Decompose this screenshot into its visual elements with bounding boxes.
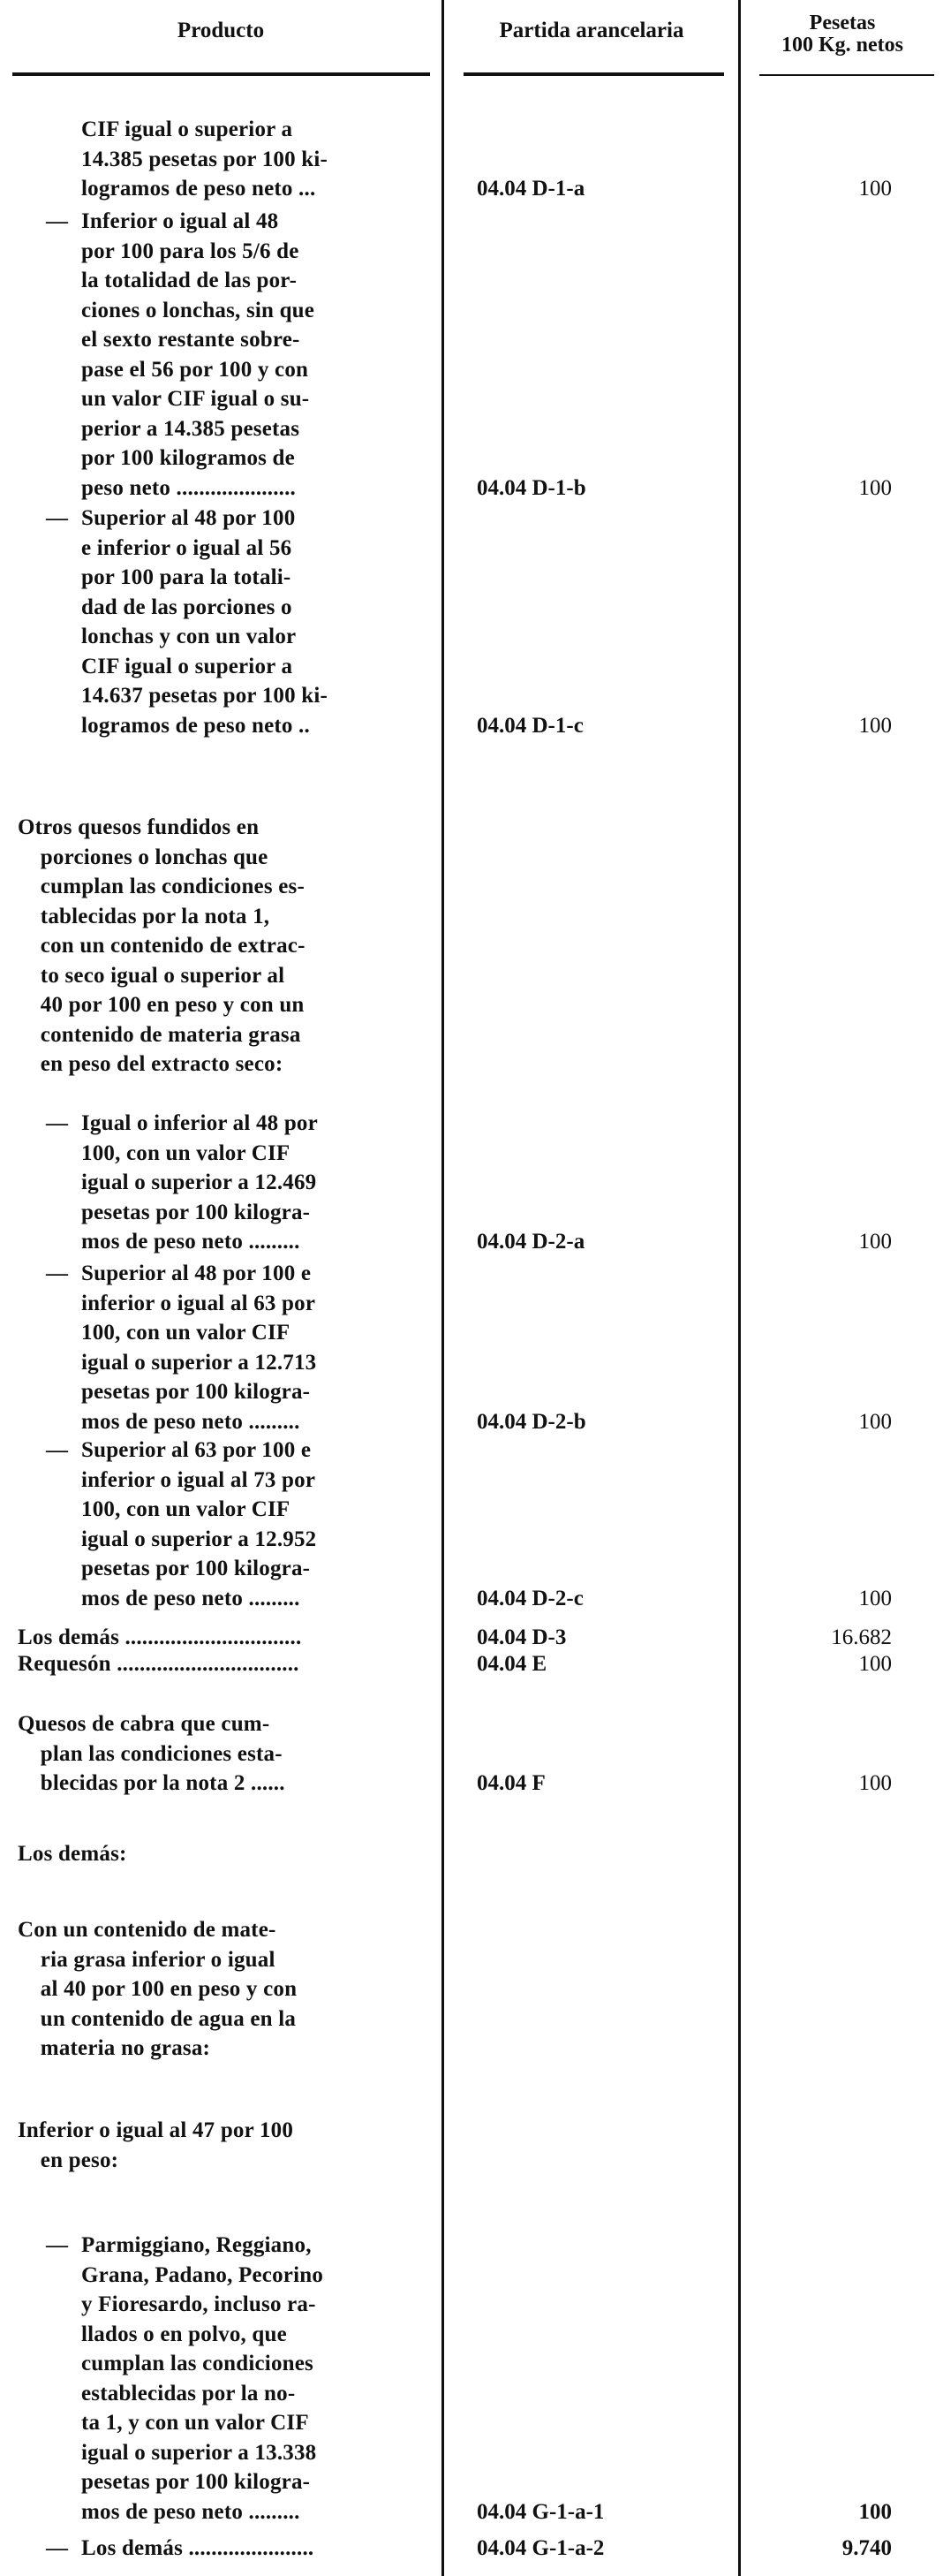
product-line: Igual o inferior al 48 por — [81, 1111, 318, 1135]
partida-code: 04.04 D-1-b — [477, 475, 586, 500]
pesetas-value: 100 — [858, 1230, 892, 1254]
product-line: igual o superior a 12.952 — [81, 1527, 317, 1551]
product-line: logramos de peso neto ... — [81, 177, 316, 201]
product-line: Requesón ................................ — [18, 1652, 299, 1676]
pesetas-value: 16.682 — [831, 1625, 892, 1649]
pesetas-value: 100 — [858, 713, 892, 738]
partida-code: 04.04 E — [477, 1652, 547, 1676]
product-line: igual o superior a 12.713 — [81, 1350, 317, 1375]
product-line: peso neto ..................... — [81, 475, 297, 500]
bullet-dash: — — [46, 1438, 68, 1462]
product-description — [81, 207, 314, 503]
product-description — [18, 1649, 299, 1679]
pesetas-value: 100 — [858, 1652, 892, 1676]
product-line: igual o superior a 13.338 — [81, 2440, 317, 2465]
partida-code: 04.04 D-3 — [477, 1625, 567, 1649]
product-line: materia no grasa: — [18, 2036, 211, 2060]
pesetas-value: 100 — [858, 1586, 892, 1610]
product-line: pesetas por 100 kilogra- — [81, 1200, 311, 1224]
product-description — [81, 2534, 313, 2564]
product-line: to seco igual o superior al — [18, 963, 285, 988]
header-pesetas-line1: Pesetas — [809, 11, 876, 34]
product-line: e inferior o igual al 56 — [81, 535, 292, 560]
product-line: por 100 para los 5/6 de — [81, 239, 299, 263]
bullet-dash: — — [46, 1261, 68, 1285]
partida-code: 04.04 D-1-c — [477, 713, 584, 738]
product-line: mos de peso neto ......... — [81, 2499, 300, 2524]
product-description — [18, 1623, 301, 1653]
product-line: 14.637 pesetas por 100 ki- — [81, 684, 328, 708]
product-line: un valor CIF igual o su- — [81, 387, 310, 411]
product-line: pesetas por 100 kilogra- — [81, 1380, 311, 1404]
pesetas-value: 9.740 — [841, 2536, 892, 2560]
product-line: Inferior o igual al 47 por 100 — [18, 2118, 294, 2142]
product-line: igual o superior a 12.469 — [81, 1171, 317, 1194]
product-description — [81, 1259, 316, 1436]
product-line: contenido de materia grasa — [18, 1022, 301, 1047]
product-line: con un contenido de extrac- — [18, 934, 306, 958]
product-line: inferior o igual al 63 por — [81, 1291, 316, 1315]
product-line: 100, con un valor CIF — [81, 1497, 290, 1521]
product-description — [81, 504, 328, 740]
product-line: logramos de peso neto .. — [81, 713, 310, 738]
bullet-dash: — — [46, 506, 68, 530]
product-line: Superior al 48 por 100 e — [81, 1261, 312, 1285]
partida-code: 04.04 D-2-c — [477, 1586, 584, 1610]
product-description — [18, 813, 306, 1080]
product-line: establecidas por la no- — [81, 2381, 296, 2406]
product-line: porciones o lonchas que — [18, 845, 268, 869]
bullet-dash: — — [46, 1111, 68, 1135]
product-line: pase el 56 por 100 y con — [81, 357, 309, 382]
product-line: blecidas por la nota 2 ...... — [18, 1771, 285, 1795]
header-partida: Partida arancelaria — [499, 19, 684, 42]
product-line: por 100 para la totali- — [81, 565, 291, 589]
product-line: Con un contenido de mate- — [18, 1918, 276, 1942]
product-line: el sexto restante sobre- — [81, 328, 300, 352]
product-line: 40 por 100 en peso y con un — [18, 993, 305, 1017]
product-line: Grana, Padano, Pecorino — [81, 2262, 324, 2287]
product-line: llados o en polvo, que — [81, 2322, 287, 2346]
product-line: ta 1, y con un valor CIF — [81, 2411, 309, 2435]
product-line: y Fioresardo, incluso ra- — [81, 2292, 316, 2316]
product-line: tablecidas por la nota 1, — [18, 904, 270, 928]
partida-code: 04.04 D-2-a — [477, 1230, 585, 1254]
product-description — [81, 115, 328, 204]
product-description — [18, 1915, 297, 2064]
bullet-dash: — — [46, 2233, 68, 2257]
product-line: Los demás ...................... — [81, 2536, 314, 2560]
product-line: Los demás: — [18, 1842, 127, 1866]
pesetas-value: 100 — [858, 177, 892, 201]
product-line: lonchas y con un valor — [81, 625, 297, 648]
partida-code: 04.04 G-1-a-1 — [477, 2499, 605, 2524]
product-line: cumplan las condiciones es- — [18, 875, 305, 898]
product-line: mos de peso neto ......... — [81, 1409, 300, 1434]
header-product: Producto — [177, 19, 265, 42]
pesetas-value: 100 — [858, 1771, 892, 1795]
product-description — [81, 2231, 323, 2527]
bullet-dash: — — [46, 2536, 68, 2560]
product-line: la totalidad de las por- — [81, 269, 298, 292]
product-line: al 40 por 100 en peso y con — [18, 1977, 298, 2001]
product-line: Parmiggiano, Reggiano, — [81, 2233, 312, 2257]
product-line: Inferior o igual al 48 — [81, 209, 279, 233]
product-line: 14.385 pesetas por 100 ki- — [81, 147, 328, 171]
product-line: por 100 kilogramos de — [81, 446, 295, 470]
product-line: Otros quesos fundidos en — [18, 815, 260, 839]
partida-code: 04.04 F — [477, 1771, 546, 1795]
product-line: ria grasa inferior o igual — [18, 1947, 275, 1972]
product-line: en peso del extracto seco: — [18, 1052, 283, 1076]
header-pesetas-line2: 100 Kg. netos — [781, 34, 903, 57]
partida-code: 04.04 G-1-a-2 — [477, 2536, 605, 2560]
pesetas-value: 100 — [858, 2499, 892, 2524]
product-description — [81, 1109, 318, 1257]
product-line: un contenido de agua en la — [18, 2006, 297, 2031]
product-line: mos de peso neto ......... — [81, 1586, 300, 1610]
product-line: 100, con un valor CIF — [81, 1140, 290, 1165]
bullet-dash: — — [46, 209, 68, 233]
product-line: CIF igual o superior a — [81, 117, 293, 141]
product-line: CIF igual o superior a — [81, 654, 293, 678]
pesetas-value: 100 — [858, 475, 892, 500]
product-line: ciones o lonchas, sin que — [81, 298, 315, 322]
product-line: Superior al 48 por 100 — [81, 506, 296, 530]
product-line: mos de peso neto ......... — [81, 1230, 300, 1254]
product-line: inferior o igual al 73 por — [81, 1467, 316, 1492]
product-line: plan las condiciones esta- — [18, 1741, 283, 1766]
product-line: Quesos de cabra que cum- — [18, 1712, 270, 1736]
product-description — [81, 1436, 316, 1613]
product-line: dad de las porciones o — [81, 595, 292, 619]
product-line: cumplan las condiciones — [81, 2352, 313, 2375]
product-line: Superior al 63 por 100 e — [81, 1438, 312, 1462]
product-line: Los demás ............................... — [18, 1625, 302, 1649]
product-description — [18, 1839, 127, 1869]
partida-code: 04.04 D-2-b — [477, 1409, 586, 1434]
product-line: 100, con un valor CIF — [81, 1321, 290, 1345]
partida-code: 04.04 D-1-a — [477, 177, 585, 201]
pesetas-value: 100 — [858, 1409, 892, 1434]
product-description — [18, 1709, 285, 1799]
product-line: perior a 14.385 pesetas — [81, 416, 300, 441]
product-description — [18, 2116, 293, 2175]
product-line: pesetas por 100 kilogra- — [81, 2470, 311, 2494]
product-line: en peso: — [18, 2148, 119, 2172]
product-line: pesetas por 100 kilogra- — [81, 1557, 311, 1580]
